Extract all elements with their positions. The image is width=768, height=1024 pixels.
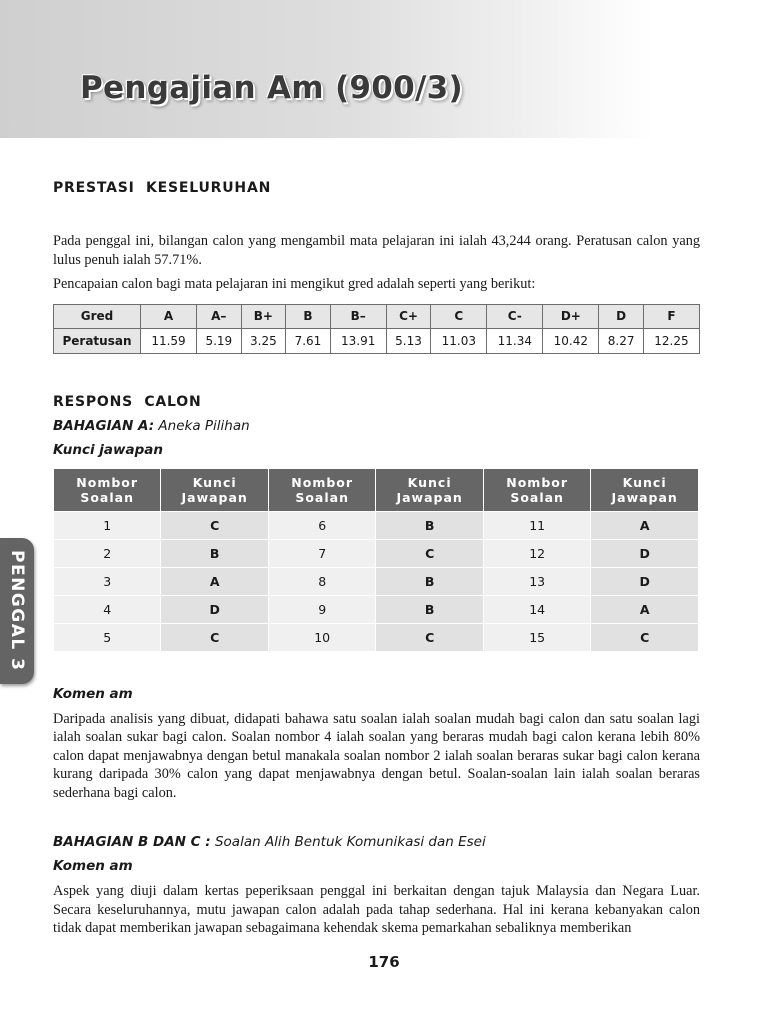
answer-key: D (591, 539, 699, 567)
answer-key: C (376, 539, 484, 567)
header-text: Nombor (506, 474, 569, 490)
percent-cell: 5.13 (386, 328, 431, 353)
section-heading-prestasi: PRESTASI KESELURUHAN (53, 180, 272, 196)
grade-cell: D (599, 304, 644, 328)
header-text: Nombor (76, 474, 139, 490)
answer-key: C (591, 623, 699, 651)
table-row (54, 539, 699, 567)
answer-key-table (53, 468, 699, 652)
grade-cell: A (141, 304, 197, 328)
header-answer-key (591, 468, 699, 511)
page-content (53, 180, 700, 938)
percent-cell: 7.61 (286, 328, 331, 353)
answer-key-label: Kunci jawapan (53, 441, 163, 458)
question-number: 12 (483, 539, 590, 567)
header-text: Jawapan (611, 489, 678, 505)
grade-cell: A– (197, 304, 242, 328)
header-question-number (483, 468, 590, 511)
percent-cell: 3.25 (241, 328, 286, 353)
grade-row-label: Gred (54, 304, 141, 328)
side-tab (0, 538, 34, 684)
question-number: 6 (268, 511, 375, 539)
table-row (54, 567, 699, 595)
percent-cell: 13.91 (330, 328, 386, 353)
section-heading-respons: RESPONS CALON (53, 393, 202, 410)
answer-key: A (591, 511, 699, 539)
percent-cell: 8.27 (599, 328, 644, 353)
grade-cell: C (431, 304, 487, 328)
answer-key: B (376, 567, 484, 595)
paragraph-grade-intro: Pencapaian calon bagi mata pelajaran ini mengikut gred adalah seperti yang berikut: (53, 276, 536, 292)
header-question-number (268, 468, 375, 511)
answer-key: B (376, 511, 484, 539)
grade-row (54, 304, 700, 328)
question-number: 7 (268, 539, 375, 567)
part-bc-heading (53, 834, 700, 850)
percent-cell: 10.42 (543, 328, 599, 353)
part-a-title: Aneka Pilihan (154, 417, 250, 434)
percent-row (54, 328, 700, 353)
answer-key: B (161, 539, 269, 567)
question-number: 8 (268, 567, 375, 595)
percent-cell: 11.34 (487, 328, 543, 353)
part-a-label: BAHAGIAN A: (53, 417, 155, 434)
header-text: Soalan (295, 489, 349, 505)
comment-heading-a: Komen am (53, 685, 133, 702)
answer-key: D (591, 567, 699, 595)
comment-heading-bc: Komen am (53, 858, 133, 874)
header-text: Jawapan (181, 489, 248, 505)
grade-cell: F (643, 304, 699, 328)
question-number: 4 (54, 595, 161, 623)
percent-cell: 5.19 (197, 328, 242, 353)
answer-key: A (591, 595, 699, 623)
answer-key: C (161, 511, 269, 539)
question-number: 1 (54, 511, 161, 539)
grade-table (53, 304, 700, 354)
question-number: 15 (483, 623, 590, 651)
grade-cell: D+ (543, 304, 599, 328)
part-a-heading (53, 418, 700, 434)
percent-cell: 12.25 (643, 328, 699, 353)
comment-paragraph-bc: Aspek yang diuji dalam kertas peperiksaan penggal ini berkaitan dengan tajuk Malaysia dan Negara Luar. Secara keseluruhannya, mutu jawapan calon adalah pada tahap sederhana. Hal ini kerana kebanyakan calon tidak dapat memberikan jawapan sebagaimana kehendak skema pemarkahan sebaliknya memberikan (53, 883, 700, 936)
header-text: Kunci (622, 474, 667, 490)
grade-cell: C+ (386, 304, 431, 328)
page-title: Pengajian Am (900/3) (80, 70, 463, 106)
header-band (0, 0, 768, 138)
header-text: Kunci (192, 474, 237, 490)
header-text: Soalan (510, 489, 564, 505)
table-row (54, 511, 699, 539)
table-row (54, 595, 699, 623)
answer-key: B (376, 595, 484, 623)
question-number: 2 (54, 539, 161, 567)
question-number: 3 (54, 567, 161, 595)
question-number: 9 (268, 595, 375, 623)
question-number: 5 (54, 623, 161, 651)
header-answer-key (161, 468, 269, 511)
percent-row-label: Peratusan (54, 328, 141, 353)
part-bc-label: BAHAGIAN B DAN C : (53, 834, 211, 850)
page-number: 176 (368, 953, 400, 971)
question-number: 11 (483, 511, 590, 539)
side-tab-label: PENGGAL 3 (7, 550, 27, 672)
grade-cell: B (286, 304, 331, 328)
part-bc-title: Soalan Alih Bentuk Komunikasi dan Esei (210, 834, 486, 850)
grade-cell: C- (487, 304, 543, 328)
answer-key: C (376, 623, 484, 651)
percent-cell: 11.59 (141, 328, 197, 353)
question-number: 13 (483, 567, 590, 595)
header-question-number (54, 468, 161, 511)
answer-key: C (161, 623, 269, 651)
question-number: 14 (483, 595, 590, 623)
answer-table-header-row (54, 468, 699, 511)
header-text: Soalan (80, 489, 134, 505)
comment-paragraph-a: Daripada analisis yang dibuat, didapati bahawa satu soalan ialah soalan mudah bagi calon dan satu soalan lagi ialah soalan sukar bagi calon. Soalan nombor 4 ialah soalan yang beraras mudah bagi calon kerana lebih 80% calon dapat menjawabnya dengan betul manakala soalan nombor 2 ialah soalan beraras sukar bagi calon kerana kurang daripada 30% calon yang dapat menjawabnya dengan betul. Soalan-soalan lain ialah soalan beraras sederhana bagi calon. (53, 710, 700, 801)
table-row (54, 623, 699, 651)
grade-cell: B+ (241, 304, 286, 328)
header-text: Jawapan (396, 489, 463, 505)
percent-cell: 11.03 (431, 328, 487, 353)
answer-key: A (161, 567, 269, 595)
header-answer-key (376, 468, 484, 511)
question-number: 10 (268, 623, 375, 651)
paragraph-candidates: Pada penggal ini, bilangan calon yang mengambil mata pelajaran ini ialah 43,244 orang. Peratusan calon yang lulus penuh ialah 57.71%. (53, 233, 700, 268)
header-text: Kunci (407, 474, 452, 490)
grade-cell: B– (330, 304, 386, 328)
header-text: Nombor (291, 474, 354, 490)
answer-key: D (161, 595, 269, 623)
